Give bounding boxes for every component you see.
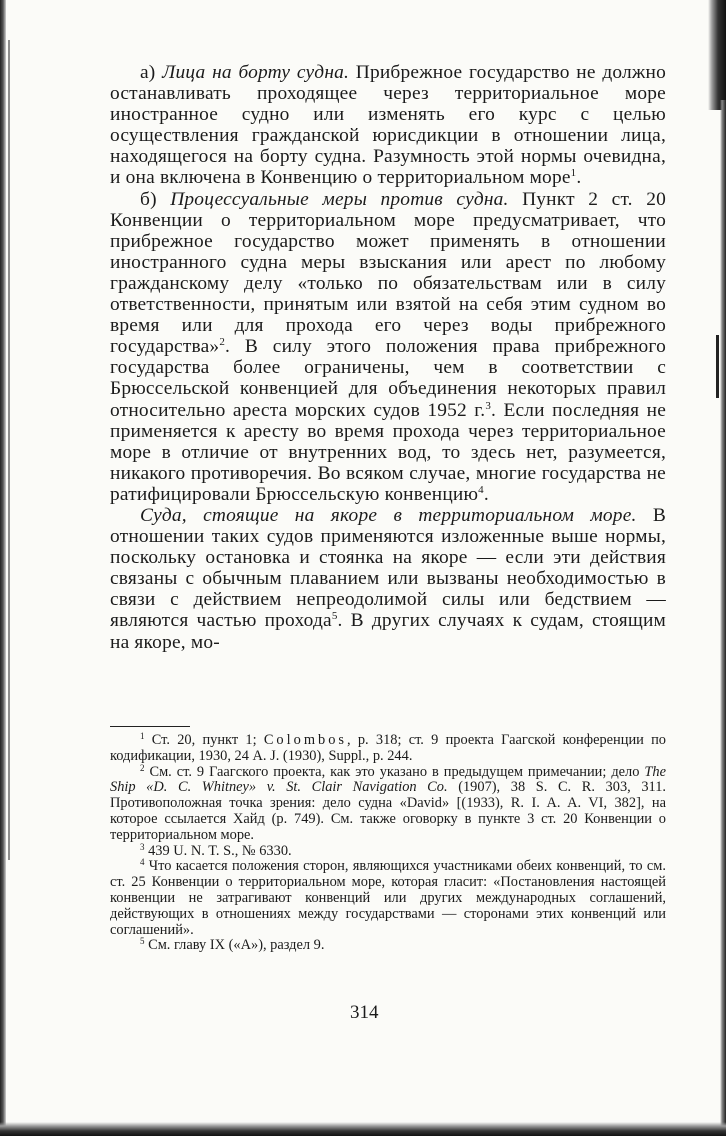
footnote-case-name: The Ship «D. C. Whitney» v. St. Clair Navigation Co.	[110, 763, 666, 796]
footnote-1	[110, 733, 666, 765]
scan-edge-line	[8, 40, 10, 860]
paragraph-body: В отношении таких судов применяются изложенные выше нормы, поскольку остановка и стоянка на якоре — если эти действия связаны с обычным плаванием или вызваны необходимостью в связи с действием непреодолимой силы или бедствием — являются частью прохода	[110, 504, 666, 632]
footnote-3	[110, 841, 666, 860]
footnote-ref: 1	[570, 167, 577, 180]
scan-edge-left	[0, 0, 6, 1136]
footnote-ref: 4	[478, 483, 484, 496]
scan-edge-right	[720, 100, 726, 1136]
footnote-text: Что касается положения сторон, являющихся участниками обеих конвенций, то см. ст. 25 Конвенции о территориальном море, которая гласит: «Постановления настоящей конвенции не затрагивают конвенций или других международных соглашений, действующих в отношениях между государствами — сторонами этих конвенций или соглашений».	[110, 858, 666, 938]
main-text	[110, 62, 666, 653]
paragraph-body: Прибрежное государство не должно останавливать проходящее через территориальное море иностранное судно или изменять его курс с целью осуществления гражданской юрисдикции в отношении лица, находящегося на борту судна. Разумность этой нормы очевидна, и она включена в Конвенцию о территориальном море	[110, 62, 666, 189]
footnote-divider	[110, 726, 190, 727]
scan-edge-bottom	[0, 1122, 726, 1136]
footnote-5	[110, 938, 666, 954]
footnote-text: , p. 318; ст. 9 проекта Гаагской конференции по кодификации, 1930, 24 A. J. (1930), Suppl., p. 244.	[110, 732, 666, 764]
footnote-text: (1907), 38 S. C. R. 303, 311. Противоположная точка зрения: дело судна «David» [(1933), R. I. A. A. VI, 382], на которое ссылается Хайд (р. 749). См. также оговорку в пункте 3 ст. 20 Конвенции о территориальном море.	[110, 779, 666, 843]
footnote-ref: 2	[219, 336, 226, 349]
footnote-text: Ст. 20, пункт 1;	[144, 732, 264, 748]
item-label: а)	[140, 62, 163, 83]
footnote-2	[110, 762, 666, 844]
paragraph-end: . В других случаях к судам, стоящим на якоре, мо-	[110, 610, 667, 653]
footnote-number: 3	[140, 841, 145, 852]
footnote-text: 439 U. N. T. S., № 6330.	[144, 842, 292, 859]
paragraph-ships-at-anchor	[110, 505, 666, 653]
paragraph-end: .	[483, 483, 489, 505]
footnote-ref: 5	[331, 610, 338, 623]
paragraph-heading: Лица на борту судна.	[162, 62, 350, 83]
footnote-author: Colombos	[263, 732, 347, 748]
footnote-number: 1	[140, 731, 145, 741]
paragraph-body: Пункт 2 ст. 20 Конвенции о территориальном море предусматривает, что прибрежное государство может применять в отношении иностранного судна меры взыскания или арест по любому гражданскому делу «только по обязательствам или в силу ответственности, принятым или взятой на себя этим судном во время или для прохода его через воды прибрежного государства»	[110, 188, 666, 358]
footnote-text: См. главу IX («А»), раздел 9.	[144, 937, 325, 954]
item-label: б)	[140, 188, 171, 210]
paragraph-body: . В силу этого положения права прибрежного государства более ограничены, чем в соответствии с Брюссельской конвенцией для объединения некоторых правил относительно ареста морских судов 1952 г.	[110, 336, 666, 421]
footnote-text: См. ст. 9 Гаагского проекта, как это указано в предыдущем примечании; дело	[144, 763, 645, 780]
paragraph-end: .	[576, 167, 582, 189]
margin-mark	[716, 360, 719, 398]
paragraph-procedural-measures	[110, 189, 666, 505]
footnote-4	[110, 859, 666, 938]
footnote-ref: 3	[485, 399, 492, 412]
paragraph-persons-on-board	[110, 62, 666, 189]
footnote-number: 2	[140, 762, 145, 773]
footnote-number: 4	[140, 857, 145, 868]
paragraph-heading: Процессуальные меры против судна.	[170, 188, 509, 210]
scan-edge-right-top	[708, 0, 726, 110]
paragraph-body: . Если последняя не применяется к аресту во время прохода через территориальное море в отличие от внутренних вод, то здесь нет, разумеется, никакого противоречия. Во всяком случае, многие государства не ратифицировали Брюссельскую конвенцию	[110, 399, 667, 505]
paragraph-heading: Суда, стоящие на якоре в территориальном море.	[140, 504, 637, 526]
footnote-number: 5	[140, 936, 145, 947]
page-number: 314	[350, 1002, 379, 1023]
footnotes	[110, 733, 666, 954]
